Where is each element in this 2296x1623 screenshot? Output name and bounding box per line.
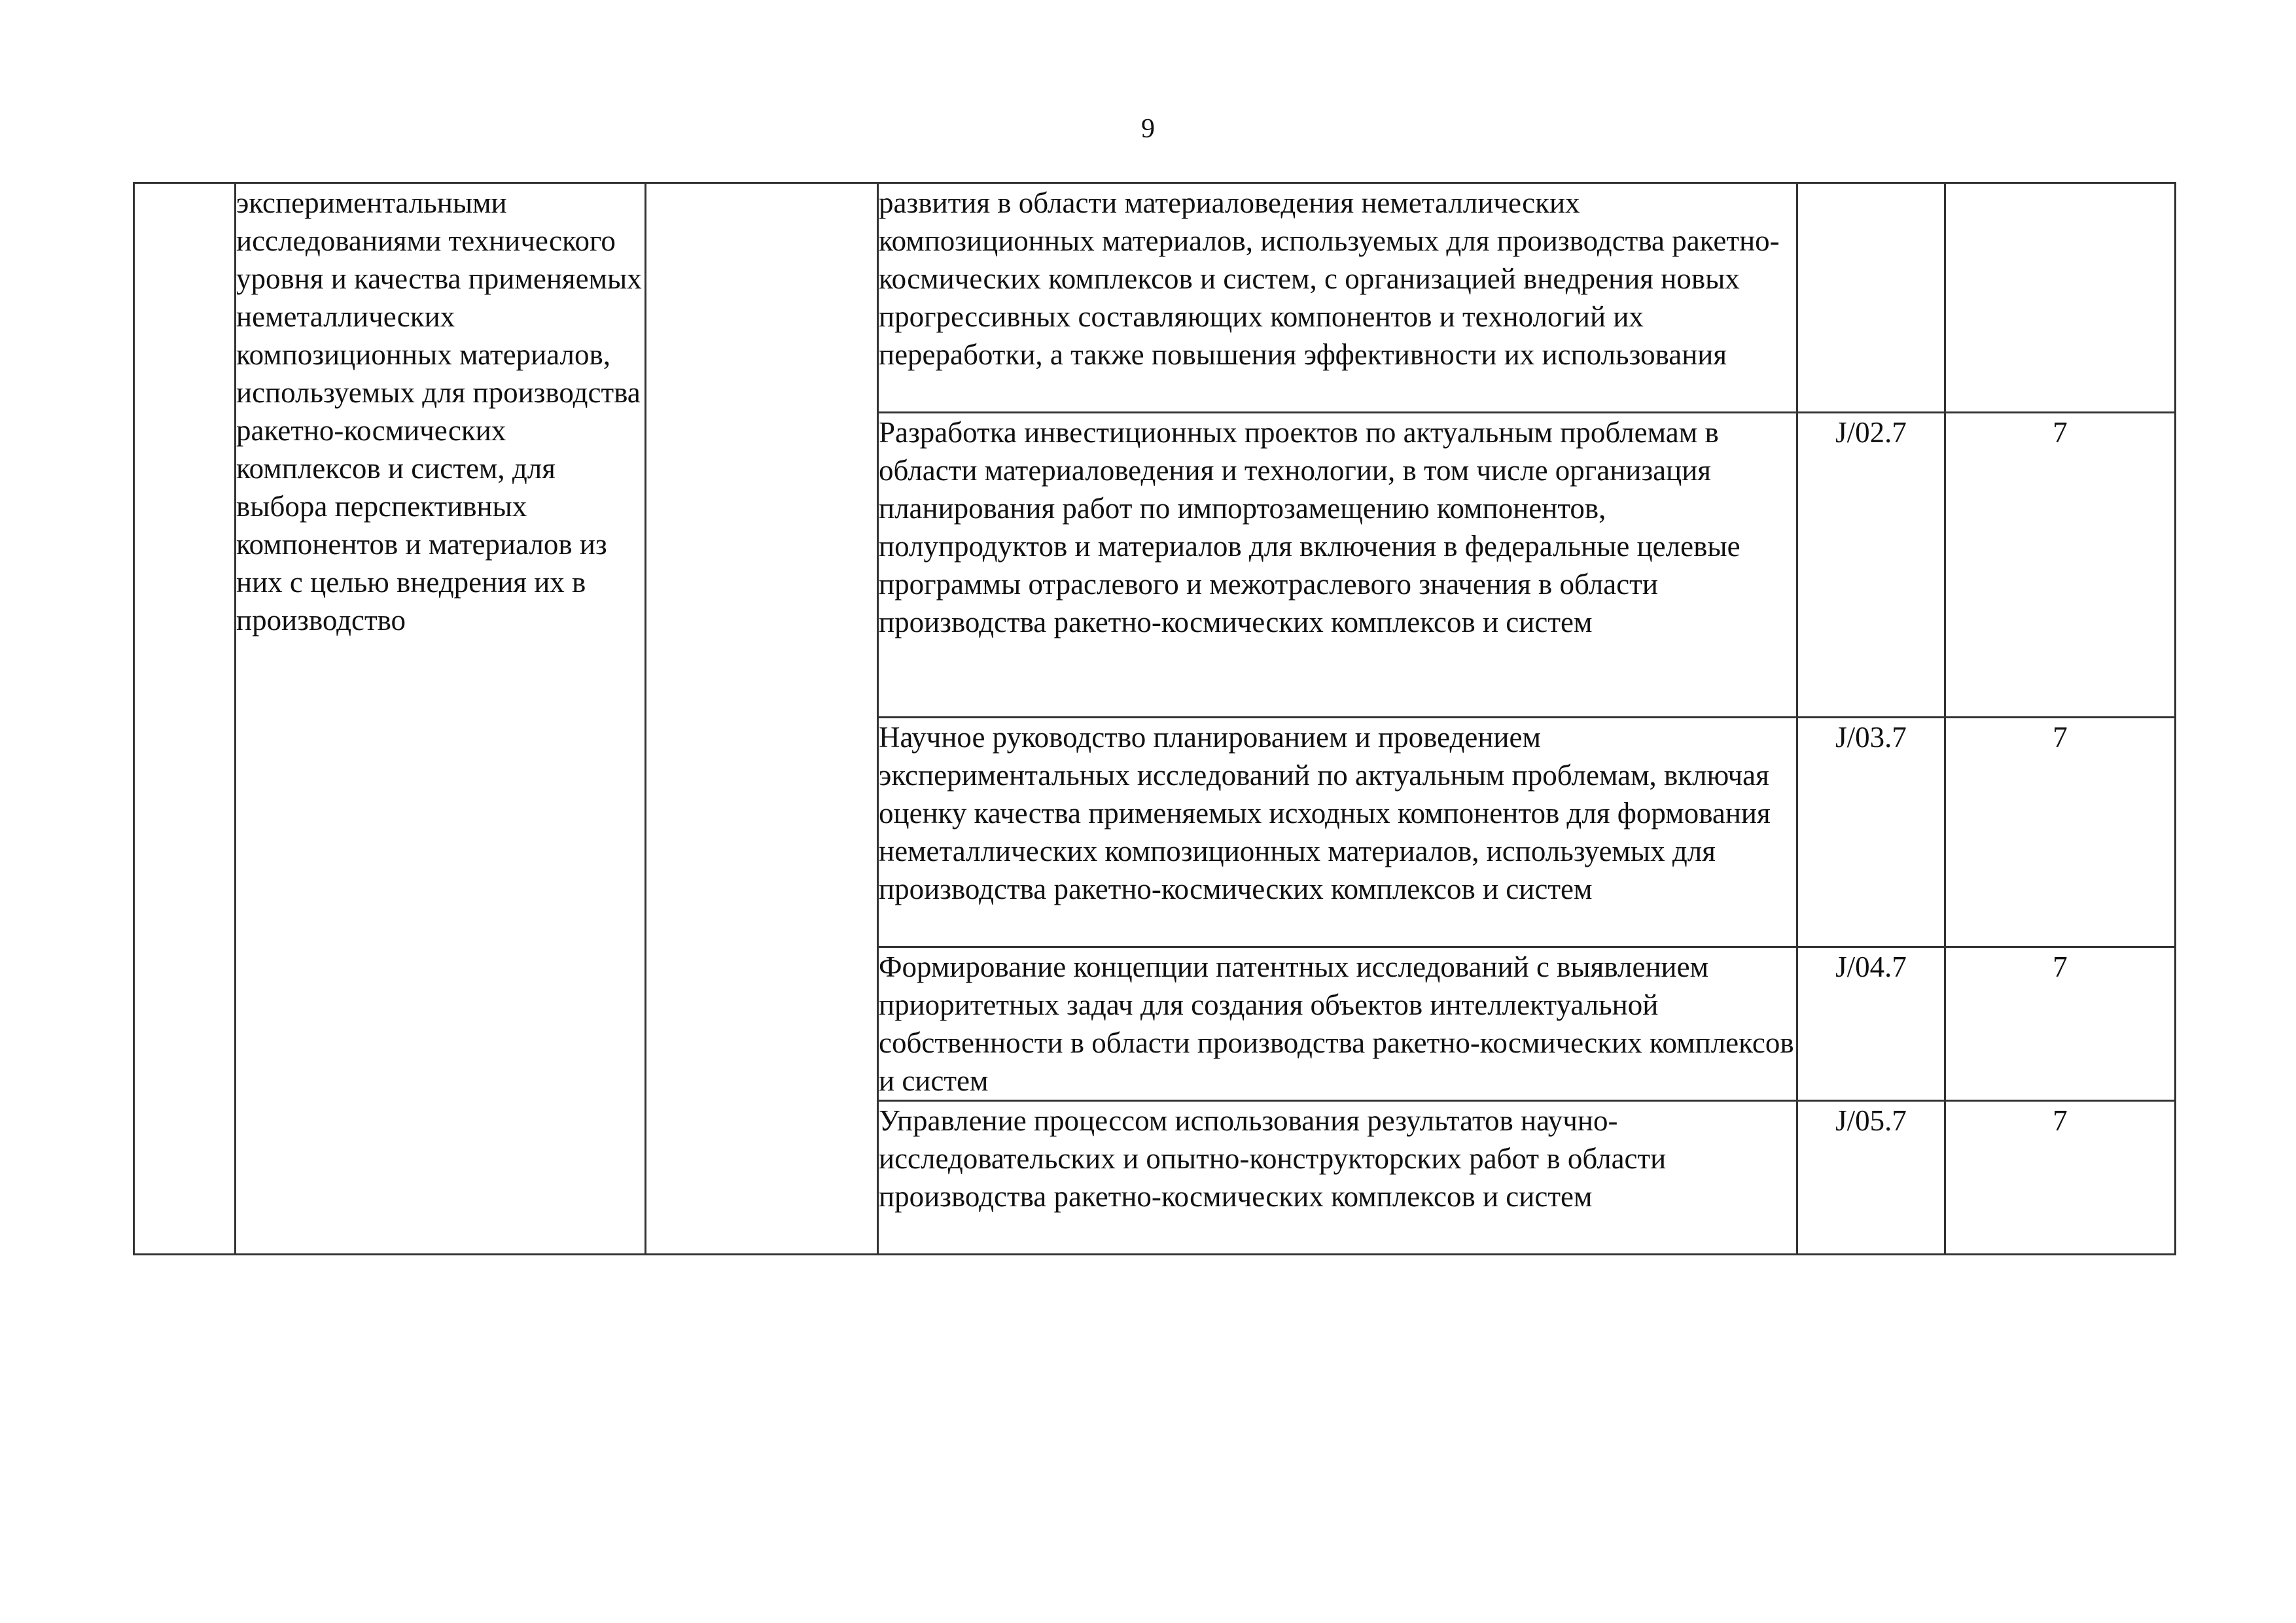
functions-table xyxy=(133,182,2176,1255)
table-row xyxy=(134,183,2176,413)
page-number: 9 xyxy=(1141,114,1155,144)
qualification-level: 7 xyxy=(1945,1101,2176,1255)
function-code: J/04.7 xyxy=(1797,947,1945,1101)
level-cell-empty xyxy=(646,183,878,1255)
qualification-level: 7 xyxy=(1945,947,2176,1101)
qualification-level xyxy=(1945,183,2176,413)
function-code: J/02.7 xyxy=(1797,413,1945,718)
function-description: развития в области материаловедения неметаллических композиционных материалов, используемых для производства ракетно-космических комплексов и систем, с организацией внедрения новых прогрессивных составляющих компонентов и технологий их переработки, а также повышения эффективности их использования xyxy=(878,183,1797,413)
qualification-level: 7 xyxy=(1945,718,2176,947)
function-code: J/03.7 xyxy=(1797,718,1945,947)
qualification-level: 7 xyxy=(1945,413,2176,718)
function-code xyxy=(1797,183,1945,413)
function-code: J/05.7 xyxy=(1797,1101,1945,1255)
function-description: Управление процессом использования результатов научно-исследовательских и опытно-конструкторских работ в области производства ракетно-космических комплексов и систем xyxy=(878,1101,1797,1255)
function-description: Формирование концепции патентных исследований с выявлением приоритетных задач для создания объектов интеллектуальной собственности в области производства ракетно-космических комплексов и систем xyxy=(878,947,1797,1101)
function-description: Научное руководство планированием и проведением экспериментальных исследований по актуальным проблемам, включая оценку качества применяемых исходных компонентов для формования неметаллических композиционных материалов, используемых для производства ракетно-космических комплексов и систем xyxy=(878,718,1797,947)
function-description: Разработка инвестиционных проектов по актуальным проблемам в области материаловедения и технологии, в том числе организация планирования работ по импортозамещению компонентов, полупродуктов и материалов для включения в федеральные целевые программы отраслевого и межотраслевого значения в области производства ракетно-космических комплексов и систем xyxy=(878,413,1797,718)
function-name-cell: экспериментальными исследованиями технического уровня и качества применяемых неметаллических композиционных материалов, используемых для производства ракетно-космических комплексов и систем, для выбора перспективных компонентов и материалов из них с целью внедрения их в производство xyxy=(236,183,646,1255)
code-cell-empty xyxy=(134,183,236,1255)
